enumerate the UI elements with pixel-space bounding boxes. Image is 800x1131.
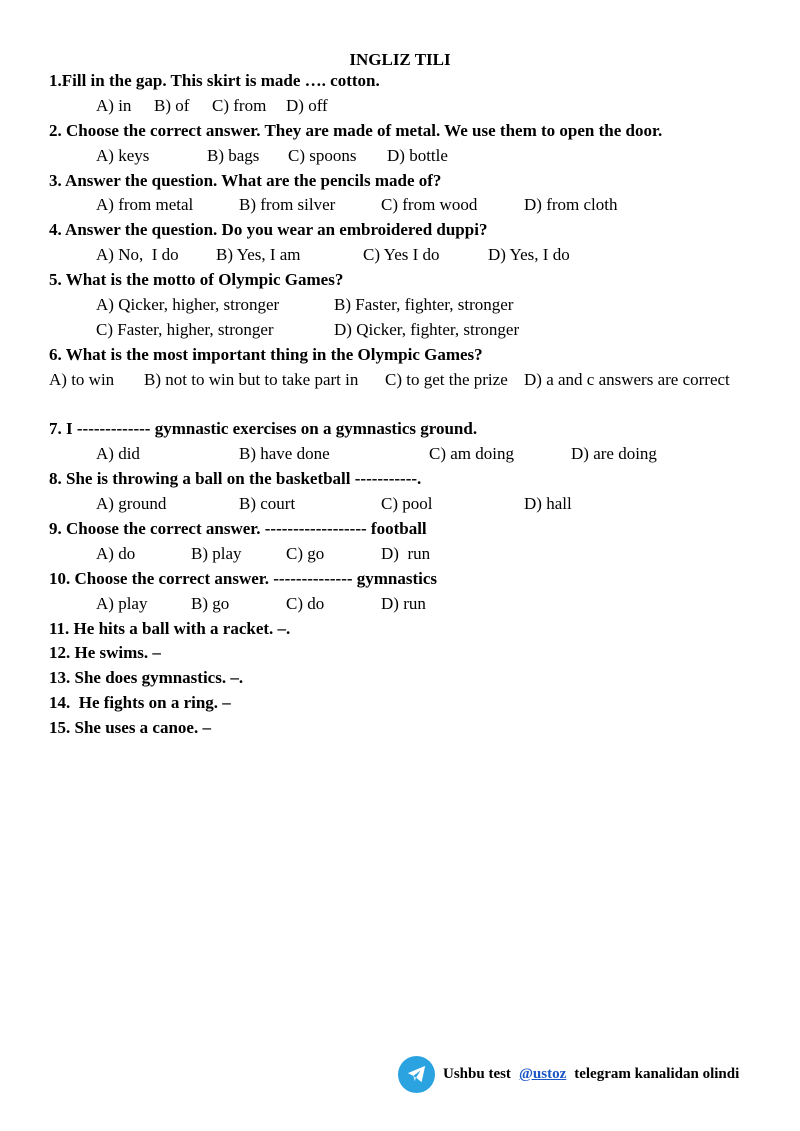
option-c: C) Yes I do <box>363 245 440 265</box>
option-c: C) from <box>212 95 267 115</box>
question-12: 12. He swims. – <box>49 643 161 663</box>
options-7 <box>49 442 759 467</box>
option-b: B) have done <box>239 444 330 464</box>
footer-suffix: telegram kanalidan olindi <box>574 1065 740 1082</box>
question-2: 2. Choose the correct answer. They are made of metal. We use them to open the door. <box>49 120 663 140</box>
option-a: A) No, I do <box>96 245 179 265</box>
option-d: D) a and c answers are correct <box>524 369 730 389</box>
option-a: A) do <box>96 543 136 563</box>
question-5: 5. What is the motto of Olympic Games? <box>49 270 344 290</box>
option-b: B) court <box>239 494 296 514</box>
options-9 <box>49 542 759 567</box>
question-14: 14. He fights on a ring. – <box>49 693 231 713</box>
option-c: C) Faster, higher, stronger <box>96 319 274 339</box>
question-6: 6. What is the most important thing in the Olympic Games? <box>49 344 483 364</box>
options-5b <box>49 318 759 343</box>
footer-prefix: Ushbu test <box>443 1065 511 1082</box>
question-13: 13. She does gymnastics. –. <box>49 668 244 688</box>
option-a: A) from metal <box>96 195 194 215</box>
option-c: C) from wood <box>381 195 478 215</box>
option-d: D) bottle <box>387 145 448 165</box>
question-4: 4. Answer the question. Do you wear an embroidered duppi? <box>49 220 488 240</box>
option-c: C) do <box>286 593 325 613</box>
question-list <box>49 69 759 741</box>
options-3 <box>49 193 759 218</box>
option-d: D) hall <box>524 494 572 514</box>
option-d: D) from cloth <box>524 195 618 215</box>
option-c: C) go <box>286 543 325 563</box>
option-c: C) spoons <box>288 145 357 165</box>
options-1 <box>49 94 759 119</box>
option-c: C) am doing <box>429 444 514 464</box>
question-3: 3. Answer the question. What are the pencils made of? <box>49 170 442 190</box>
question-10: 10. Choose the correct answer. -------------- gymnastics <box>49 568 438 588</box>
option-b: B) from silver <box>239 195 336 215</box>
options-4 <box>49 243 759 268</box>
telegram-icon <box>398 1056 435 1093</box>
footer-source <box>398 1054 739 1094</box>
options-6 <box>49 368 759 393</box>
channel-link[interactable]: @ustoz <box>518 1065 567 1082</box>
option-d: D) run <box>381 543 431 563</box>
page-title: INGLIZ TILI <box>349 50 451 69</box>
option-b: B) Yes, I am <box>216 245 301 265</box>
question-11: 11. He hits a ball with a racket. –. <box>49 618 291 638</box>
question-15: 15. She uses a canoe. – <box>49 718 211 738</box>
option-b: B) play <box>191 543 242 563</box>
question-1: 1.Fill in the gap. This skirt is made …. cotton. <box>49 71 380 90</box>
option-a: A) keys <box>96 145 150 165</box>
option-c: C) to get the prize <box>385 369 508 389</box>
option-a: A) play <box>96 593 148 613</box>
options-2 <box>49 144 759 169</box>
option-d: D) Yes, I do <box>488 245 570 265</box>
option-a: A) ground <box>96 494 167 514</box>
option-d: D) Qicker, fighter, stronger <box>334 319 520 339</box>
options-6-wrap-space <box>49 393 759 418</box>
option-b: B) go <box>191 593 230 613</box>
option-a: A) did <box>96 444 140 464</box>
option-d: D) are doing <box>571 444 657 464</box>
question-9: 9. Choose the correct answer. ------------------ football <box>49 519 427 539</box>
question-8: 8. She is throwing a ball on the basketball -----------. <box>49 469 422 489</box>
option-a: A) Qicker, higher, stronger <box>96 295 280 315</box>
option-c: C) pool <box>381 494 433 514</box>
option-b: B) Faster, fighter, stronger <box>334 295 514 315</box>
option-d: D) run <box>381 593 426 613</box>
options-5a <box>49 293 759 318</box>
option-b: B) not to win but to take part in <box>144 369 359 389</box>
option-b: B) of <box>154 95 190 115</box>
option-a: A) to win <box>49 369 115 389</box>
option-d: D) off <box>286 95 328 115</box>
question-7: 7. I ------------- gymnastic exercises on a gymnastics ground. <box>49 419 478 439</box>
option-b: B) bags <box>207 145 260 165</box>
option-a: A) in <box>96 95 132 115</box>
options-8 <box>49 492 759 517</box>
options-10 <box>49 592 759 617</box>
